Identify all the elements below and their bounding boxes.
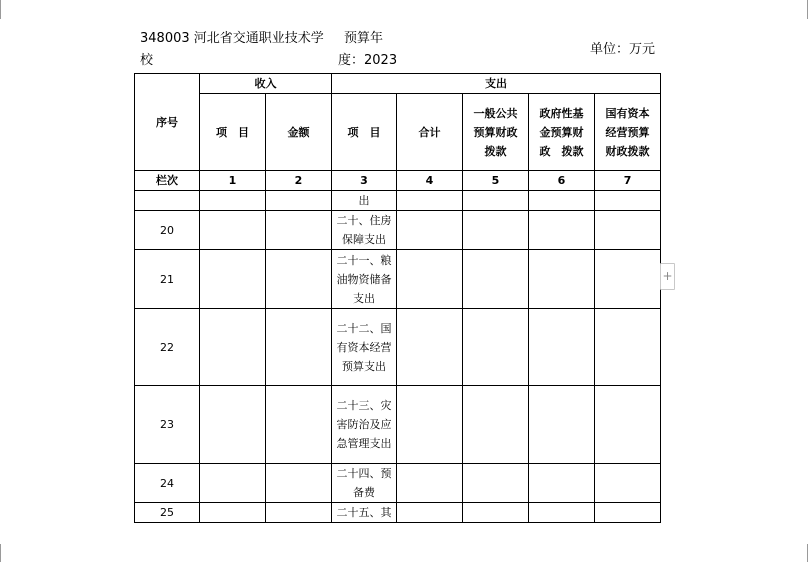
header-income-item: 项 目 bbox=[200, 94, 266, 171]
expense-item-cell[interactable] bbox=[332, 386, 397, 464]
general-budget-cell[interactable] bbox=[463, 503, 529, 523]
general-budget-cell[interactable] bbox=[463, 211, 529, 250]
gov-fund-cell[interactable] bbox=[529, 464, 595, 503]
state-capital-cell[interactable] bbox=[595, 386, 661, 464]
expense-item-text: 二十一、粮油物资储备支出 bbox=[336, 253, 392, 305]
total-cell[interactable] bbox=[397, 386, 463, 464]
header-gov-fund: 政府性基金预算财政 拨款 bbox=[529, 94, 595, 171]
row-seq: 21 bbox=[135, 250, 200, 309]
gov-fund-cell[interactable] bbox=[529, 309, 595, 386]
income-item-cell[interactable] bbox=[200, 386, 266, 464]
row-seq: 24 bbox=[135, 464, 200, 503]
col-number: 3 bbox=[332, 171, 397, 191]
state-capital-cell[interactable] bbox=[595, 503, 661, 523]
expense-item-text: 二十、住房保障支出 bbox=[336, 214, 392, 246]
row-seq: 22 bbox=[135, 309, 200, 386]
income-amount-cell[interactable] bbox=[266, 309, 332, 386]
expense-item-cell[interactable] bbox=[332, 250, 397, 309]
income-item-cell[interactable] bbox=[200, 250, 266, 309]
table-row bbox=[135, 191, 661, 211]
income-amount-cell[interactable] bbox=[266, 464, 332, 503]
expense-item-text: 二十三、灾害防治及应急管理支出 bbox=[336, 399, 392, 450]
col-number: 1 bbox=[200, 171, 266, 191]
general-budget-cell[interactable] bbox=[463, 386, 529, 464]
header-state-capital: 国有资本经营预算财政拨款 bbox=[595, 94, 661, 171]
gov-fund-cell[interactable] bbox=[529, 191, 595, 211]
col-number: 2 bbox=[266, 171, 332, 191]
table-row bbox=[135, 503, 661, 523]
general-budget-cell[interactable] bbox=[463, 309, 529, 386]
state-capital-cell[interactable] bbox=[595, 309, 661, 386]
gov-fund-cell[interactable] bbox=[529, 386, 595, 464]
total-cell[interactable] bbox=[397, 250, 463, 309]
expense-item-cell[interactable] bbox=[332, 191, 397, 211]
income-item-cell[interactable] bbox=[200, 503, 266, 523]
header-income-amount: 金额 bbox=[266, 94, 332, 171]
col-number: 6 bbox=[529, 171, 595, 191]
expense-item-text: 二十四、预备费 bbox=[336, 467, 392, 499]
col-number: 7 bbox=[595, 171, 661, 191]
table-row bbox=[135, 309, 661, 386]
general-budget-cell[interactable] bbox=[463, 464, 529, 503]
income-item-cell[interactable] bbox=[200, 191, 266, 211]
total-cell[interactable] bbox=[397, 191, 463, 211]
expense-item-cell[interactable] bbox=[332, 211, 397, 250]
org-name-line1: 348003 河北省交通职业技术学 bbox=[140, 31, 324, 46]
state-capital-cell[interactable] bbox=[595, 464, 661, 503]
total-cell[interactable] bbox=[397, 503, 463, 523]
row-seq: 20 bbox=[135, 211, 200, 250]
header-expense-item: 项 目 bbox=[332, 94, 397, 171]
state-capital-cell[interactable] bbox=[595, 250, 661, 309]
expense-item-cell[interactable] bbox=[332, 309, 397, 386]
income-amount-cell[interactable] bbox=[266, 503, 332, 523]
page-corner-mark bbox=[0, 544, 1, 562]
header-seq: 序号 bbox=[135, 74, 200, 171]
general-budget-cell[interactable] bbox=[463, 191, 529, 211]
table-row bbox=[135, 386, 661, 464]
state-capital-cell[interactable] bbox=[595, 211, 661, 250]
gov-fund-cell[interactable] bbox=[529, 250, 595, 309]
total-cell[interactable] bbox=[397, 464, 463, 503]
unit-label: 单位：万元 bbox=[590, 42, 656, 57]
table-row bbox=[135, 250, 661, 309]
col-number: 4 bbox=[397, 171, 463, 191]
expense-item-text: 出 bbox=[358, 194, 370, 207]
expense-item-cell[interactable] bbox=[332, 464, 397, 503]
gov-fund-cell[interactable] bbox=[529, 503, 595, 523]
table-add-column-button[interactable] bbox=[660, 263, 675, 290]
income-amount-cell[interactable] bbox=[266, 386, 332, 464]
expense-item-text: 二十二、国有资本经营预算支出 bbox=[336, 321, 392, 373]
expense-item-text: 二十五、其 bbox=[336, 506, 392, 519]
income-item-cell[interactable] bbox=[200, 309, 266, 386]
gov-fund-cell[interactable] bbox=[529, 211, 595, 250]
budget-year-line2: 度：2023 bbox=[338, 53, 398, 68]
row-label-header: 栏次 bbox=[135, 171, 200, 191]
table-row bbox=[135, 211, 661, 250]
budget-table bbox=[134, 73, 661, 523]
total-cell[interactable] bbox=[397, 309, 463, 386]
income-amount-cell[interactable] bbox=[266, 211, 332, 250]
header-expense-group: 支出 bbox=[332, 74, 661, 94]
expense-item-cell[interactable] bbox=[332, 503, 397, 523]
header-income-group: 收入 bbox=[200, 74, 332, 94]
budget-year-line1: 预算年 bbox=[344, 31, 384, 46]
income-amount-cell[interactable] bbox=[266, 250, 332, 309]
plus-icon: + bbox=[662, 269, 673, 283]
row-seq bbox=[135, 191, 200, 211]
state-capital-cell[interactable] bbox=[595, 191, 661, 211]
row-seq: 25 bbox=[135, 503, 200, 523]
table-row bbox=[135, 464, 661, 503]
total-cell[interactable] bbox=[397, 211, 463, 250]
general-budget-cell[interactable] bbox=[463, 250, 529, 309]
row-seq: 23 bbox=[135, 386, 200, 464]
income-item-cell[interactable] bbox=[200, 464, 266, 503]
col-number: 5 bbox=[463, 171, 529, 191]
header-general-budget: 一般公共预算财政拨款 bbox=[463, 94, 529, 171]
income-amount-cell[interactable] bbox=[266, 191, 332, 211]
page-corner-mark bbox=[0, 0, 1, 19]
org-name-line2: 校 bbox=[140, 53, 154, 68]
header-total: 合计 bbox=[397, 94, 463, 171]
income-item-cell[interactable] bbox=[200, 211, 266, 250]
